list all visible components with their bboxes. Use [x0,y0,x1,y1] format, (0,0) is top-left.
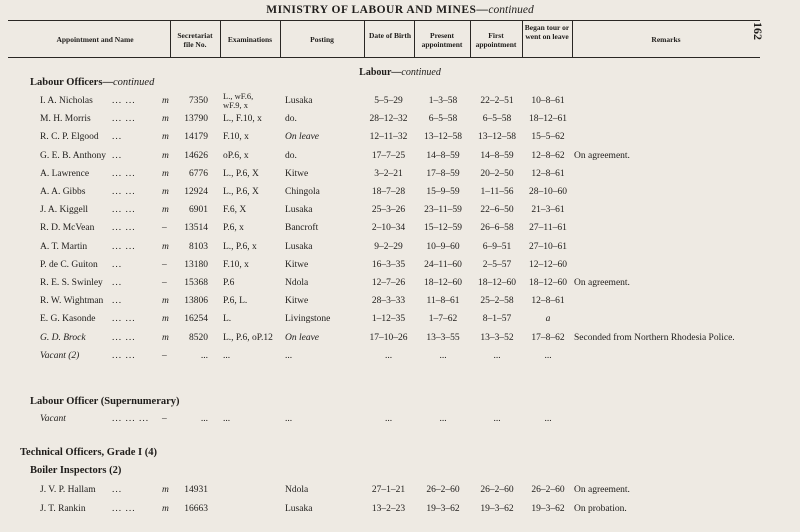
cell-exam: L., P.6, X [223,168,259,179]
cell-present: 24–11–60 [424,259,462,270]
cell-sex: m [162,96,169,106]
cell-tour: ... [544,350,552,361]
cell-dob: 12–11–32 [369,132,408,143]
cell-present: ... [439,414,447,424]
cell-dob: 12–7–26 [371,278,406,288]
cell-posting: Lusaka [285,96,313,106]
section-continued: continued [401,67,441,78]
table-row [0,91,800,110]
cell-remarks: Seconded from Northern Rhodesia Police. [574,332,735,343]
cell-first: 18–12–60 [478,278,516,288]
page-number: 162 [751,22,765,40]
cell-present: 11–8–61 [426,296,460,307]
cell-posting: On leave [285,332,320,343]
cell-file: 13180 [184,259,208,270]
cell-dots: ... [112,259,123,270]
cell-tour: 12–8–61 [531,168,565,179]
cell-posting: do. [285,150,297,161]
cell-exam: L., P.6, x [223,241,257,252]
cell-dots: ... ... [112,114,136,125]
cell-exam: L. [223,314,232,325]
cell-exam: oP.6, x [223,150,249,161]
cell-dots: ... ... [112,314,136,325]
cell-exam: L., P.6, oP.12 [223,332,273,343]
col-posting: Posting [310,35,334,44]
col-divider [572,20,573,57]
cell-file: 6776 [189,168,208,179]
cell-exam: F.10, x [223,132,249,143]
table-row [0,169,800,181]
cell-tour: 18–12–60 [529,278,567,288]
cell-present: 19–3–62 [426,503,460,514]
cell-exam: ... [223,414,231,424]
section-main: Labour [359,67,392,78]
col-present: Present appointment [421,31,463,49]
cell-present: 1–3–58 [428,96,458,106]
cell-name: G. D. Brock [40,332,86,343]
col-divider [414,20,415,57]
cell-name: R. D. McVean [40,223,95,234]
cell-exam: F.6, X [223,205,247,216]
cell-exam: F.10, x [223,259,249,270]
cell-file: 8520 [189,332,208,343]
cell-sex: m [162,485,169,495]
cell-exam-line1: L., wF.6, [223,91,254,101]
cell-dob: 18–7–28 [371,187,406,197]
cell-dob: 17–10–26 [369,332,408,343]
cell-exam: P.6, L. [223,296,248,307]
cell-sex: m [162,503,169,514]
cell-sex: m [162,132,169,143]
cell-sex: m [162,150,169,161]
cell-first: 1–11–56 [480,187,514,197]
cell-dots: ... ... [112,350,136,361]
cell-tour: 27–11–61 [529,223,567,234]
cell-dots: ... [112,296,123,307]
cell-first: ... [493,350,501,361]
col-divider [522,20,523,57]
cell-tour: 10–8–61 [531,96,565,106]
table-row [0,296,800,308]
cell-dob: 13–2–23 [371,503,406,514]
cell-posting: Kitwe [285,259,309,270]
cell-remarks: On probation. [574,503,627,514]
cell-file: 16663 [184,503,208,514]
cell-exam: P.6, x [223,223,244,234]
cell-first: 25–2–58 [480,296,514,307]
cell-dots: ... ... [112,241,136,252]
cell-dob: 27–1–21 [371,485,406,495]
cell-sex: m [162,168,169,179]
cell-dob: 17–7–25 [371,150,406,161]
cell-posting: ... [285,350,293,361]
cell-present: 26–2–60 [426,485,460,495]
group-heading-supernumerary: Labour Officer (Supernumerary) [30,396,180,407]
top-rule [8,20,760,21]
cell-first: 6–5–58 [482,114,512,125]
cell-present: 15–9–59 [426,187,460,197]
cell-name: R. E. S. Swinley [40,278,103,288]
cell-dob: ... [384,350,393,361]
cell-dots: ... ... [112,187,136,197]
cell-first: 22–6–50 [480,205,514,216]
cell-present: 15–12–59 [424,223,462,234]
table-row [0,205,800,217]
cell-first: 19–3–62 [480,503,514,514]
col-remarks: Remarks [651,35,681,44]
cell-present: ... [439,350,447,361]
cell-present: 10–9–60 [426,241,460,252]
table-row [0,278,800,290]
col-tour: Began tour or went on leave [524,23,570,41]
cell-present: 13–3–55 [426,332,460,343]
col-divider [280,20,281,57]
cell-remarks: On agreement. [574,485,630,495]
group-heading-boiler: Boiler Inspectors (2) [30,465,122,476]
cell-file: 13806 [184,296,208,307]
cell-dob: ... [384,414,393,424]
cell-present: 13–12–58 [424,132,462,143]
cell-dots: ... [112,150,123,161]
cell-present: 6–5–58 [428,114,458,125]
col-divider [170,20,171,57]
cell-name: E. G. Kasonde [40,314,96,325]
cell-tour: 12–12–60 [529,259,567,270]
cell-tour: 28–10–60 [529,187,567,197]
cell-file: 13790 [184,114,208,125]
cell-name: J. T. Rankin [40,503,86,514]
cell-dob: 5–5–29 [374,96,403,106]
cell-first: ... [493,414,501,424]
cell-exam: P.6 [223,278,235,288]
group-heading [30,77,154,88]
cell-sex: – [162,350,167,361]
cell-sex: – [162,223,167,234]
cell-tour: 26–2–60 [531,485,565,495]
cell-name: P. de C. Guiton [40,259,98,270]
cell-exam-line2: wF.9, x [223,100,249,110]
cell-name: J. V. P. Hallam [40,485,96,495]
cell-first: 14–8–59 [480,150,514,161]
cell-first: 20–2–50 [480,168,514,179]
cell-remarks: On agreement. [574,278,630,288]
cell-name: A. A. Gibbs [40,187,86,197]
group-heading-technical: Technical Officers, Grade I (4) [20,447,157,458]
cell-posting: Lusaka [285,241,313,252]
cell-dots: ... ... [112,332,136,343]
cell-present: 14–8–59 [426,150,460,161]
title-sep: — [476,4,489,16]
col-dob: Date of Birth [368,31,412,40]
col-divider [470,20,471,57]
cell-dots: ... ... ... [112,414,150,424]
page-title [0,4,800,16]
cell-name: Vacant [40,414,66,424]
cell-present: 17–8–59 [426,168,460,179]
cell-file: ... [200,414,208,424]
cell-exam [223,92,287,110]
cell-first: 2–5–57 [482,259,512,270]
cell-posting: ... [285,414,293,424]
cell-posting: Lusaka [285,205,313,216]
group-sep: — [102,77,113,88]
table-row [0,223,800,235]
cell-posting: Bancroft [285,223,319,234]
cell-sex: – [162,259,167,270]
cell-name: I. A. Nicholas [40,96,93,106]
cell-sex: m [162,187,169,197]
title-main: MINISTRY OF LABOUR AND MINES [266,4,477,16]
cell-file: 16254 [184,314,208,325]
table-row [0,151,800,163]
cell-tour: 18–12–61 [529,114,567,125]
table-row [0,504,800,516]
cell-sex: m [162,241,169,252]
cell-file: 6901 [189,205,208,216]
cell-tour: 19–3–62 [531,503,565,514]
table-row [0,132,800,144]
cell-dots: ... [112,485,123,495]
cell-dob: 28–12–32 [369,114,408,125]
table-row [0,114,800,126]
cell-dots: ... ... [112,96,136,106]
cell-file: 13514 [184,223,208,234]
cell-dots: ... [112,132,123,143]
section-sep: — [391,67,402,78]
cell-tour: a [545,314,551,325]
table-row [0,351,800,363]
title-continued: continued [488,4,534,16]
table-row [0,414,800,426]
col-secretariat: Secretariat file No. [177,31,213,49]
cell-file: 15368 [184,278,208,288]
cell-exam: L., F.10, x [223,114,262,125]
cell-posting: Kitwe [285,296,309,307]
cell-sex: m [162,332,169,343]
cell-first: 8–1–57 [482,314,512,325]
group-main: Labour Officers [30,77,103,88]
table-row [0,485,800,497]
cell-first: 13–12–58 [478,132,516,143]
cell-exam: L., P.6, X [223,187,259,197]
cell-present: 23–11–59 [424,205,462,216]
cell-dob: 25–3–26 [371,205,406,216]
cell-sex: m [162,296,169,307]
cell-name: R. W. Wightman [40,296,104,307]
cell-name: A. T. Martin [40,241,88,252]
cell-tour: ... [544,414,552,424]
cell-posting: do. [285,114,297,125]
cell-file: 14931 [184,485,208,495]
table-row [0,333,800,345]
cell-remarks: On agreement. [574,150,630,161]
cell-tour: 27–10–61 [529,241,567,252]
cell-name: M. H. Morris [40,114,91,125]
cell-first: 13–3–52 [480,332,514,343]
cell-sex: m [162,205,169,216]
cell-posting: Livingstone [285,314,331,325]
cell-file: 12924 [184,187,208,197]
cell-file: 14626 [184,150,208,161]
cell-posting: On leave [285,132,320,143]
cell-exam: ... [223,350,231,361]
table-row [0,242,800,254]
cell-tour: 12–8–61 [531,296,565,307]
cell-tour: 15–5–62 [531,132,565,143]
cell-first: 26–2–60 [480,485,514,495]
cell-tour: 21–3–61 [531,205,565,216]
table-row [0,314,800,326]
cell-file: 7350 [189,96,208,106]
cell-dob: 1–12–35 [371,314,406,325]
cell-first: 22–2–51 [480,96,514,106]
cell-dots: ... ... [112,223,136,234]
col-divider [364,20,365,57]
cell-name: J. A. Kiggell [40,205,89,216]
col-examinations: Examinations [227,35,273,44]
cell-present: 18–12–60 [424,278,462,288]
cell-file: ... [200,350,208,361]
cell-first: 26–6–58 [480,223,514,234]
cell-sex: m [162,314,169,325]
cell-name: A. Lawrence [40,168,90,179]
cell-dots: ... ... [112,503,136,514]
cell-posting: Lusaka [285,503,313,514]
cell-sex: – [162,414,167,424]
cell-name: G. E. B. Anthony [40,150,106,161]
cell-sex: – [162,278,167,288]
cell-tour: 12–8–62 [531,150,565,161]
cell-first: 6–9–51 [482,241,512,252]
cell-tour: 17–8–62 [531,332,565,343]
cell-present: 1–7–62 [428,314,458,325]
header-bottom-rule [8,57,760,58]
cell-dob: 9–2–29 [374,241,403,252]
cell-posting: Ndola [285,278,309,288]
cell-posting: Ndola [285,485,309,495]
col-appointment: Appointment and Name [56,35,134,44]
group-continued: continued [112,77,155,88]
cell-dots: ... ... [112,168,136,179]
cell-dob: 28–3–33 [371,296,406,307]
cell-posting: Kitwe [285,168,309,179]
cell-dob: 3–2–21 [374,168,403,179]
cell-name: R. C. P. Elgood [40,132,99,143]
cell-file: 8103 [189,241,208,252]
table-row [0,187,800,199]
cell-sex: m [162,114,169,125]
col-first: First appointment [475,31,517,49]
cell-file: 14179 [184,132,208,143]
cell-posting: Chingola [285,187,320,197]
cell-dots: ... ... [112,205,136,216]
cell-dob: 16–3–35 [371,259,406,270]
cell-dob: 2–10–34 [371,223,406,234]
cell-name: Vacant (2) [40,350,80,361]
cell-dots: ... [112,278,123,288]
table-row [0,260,800,272]
